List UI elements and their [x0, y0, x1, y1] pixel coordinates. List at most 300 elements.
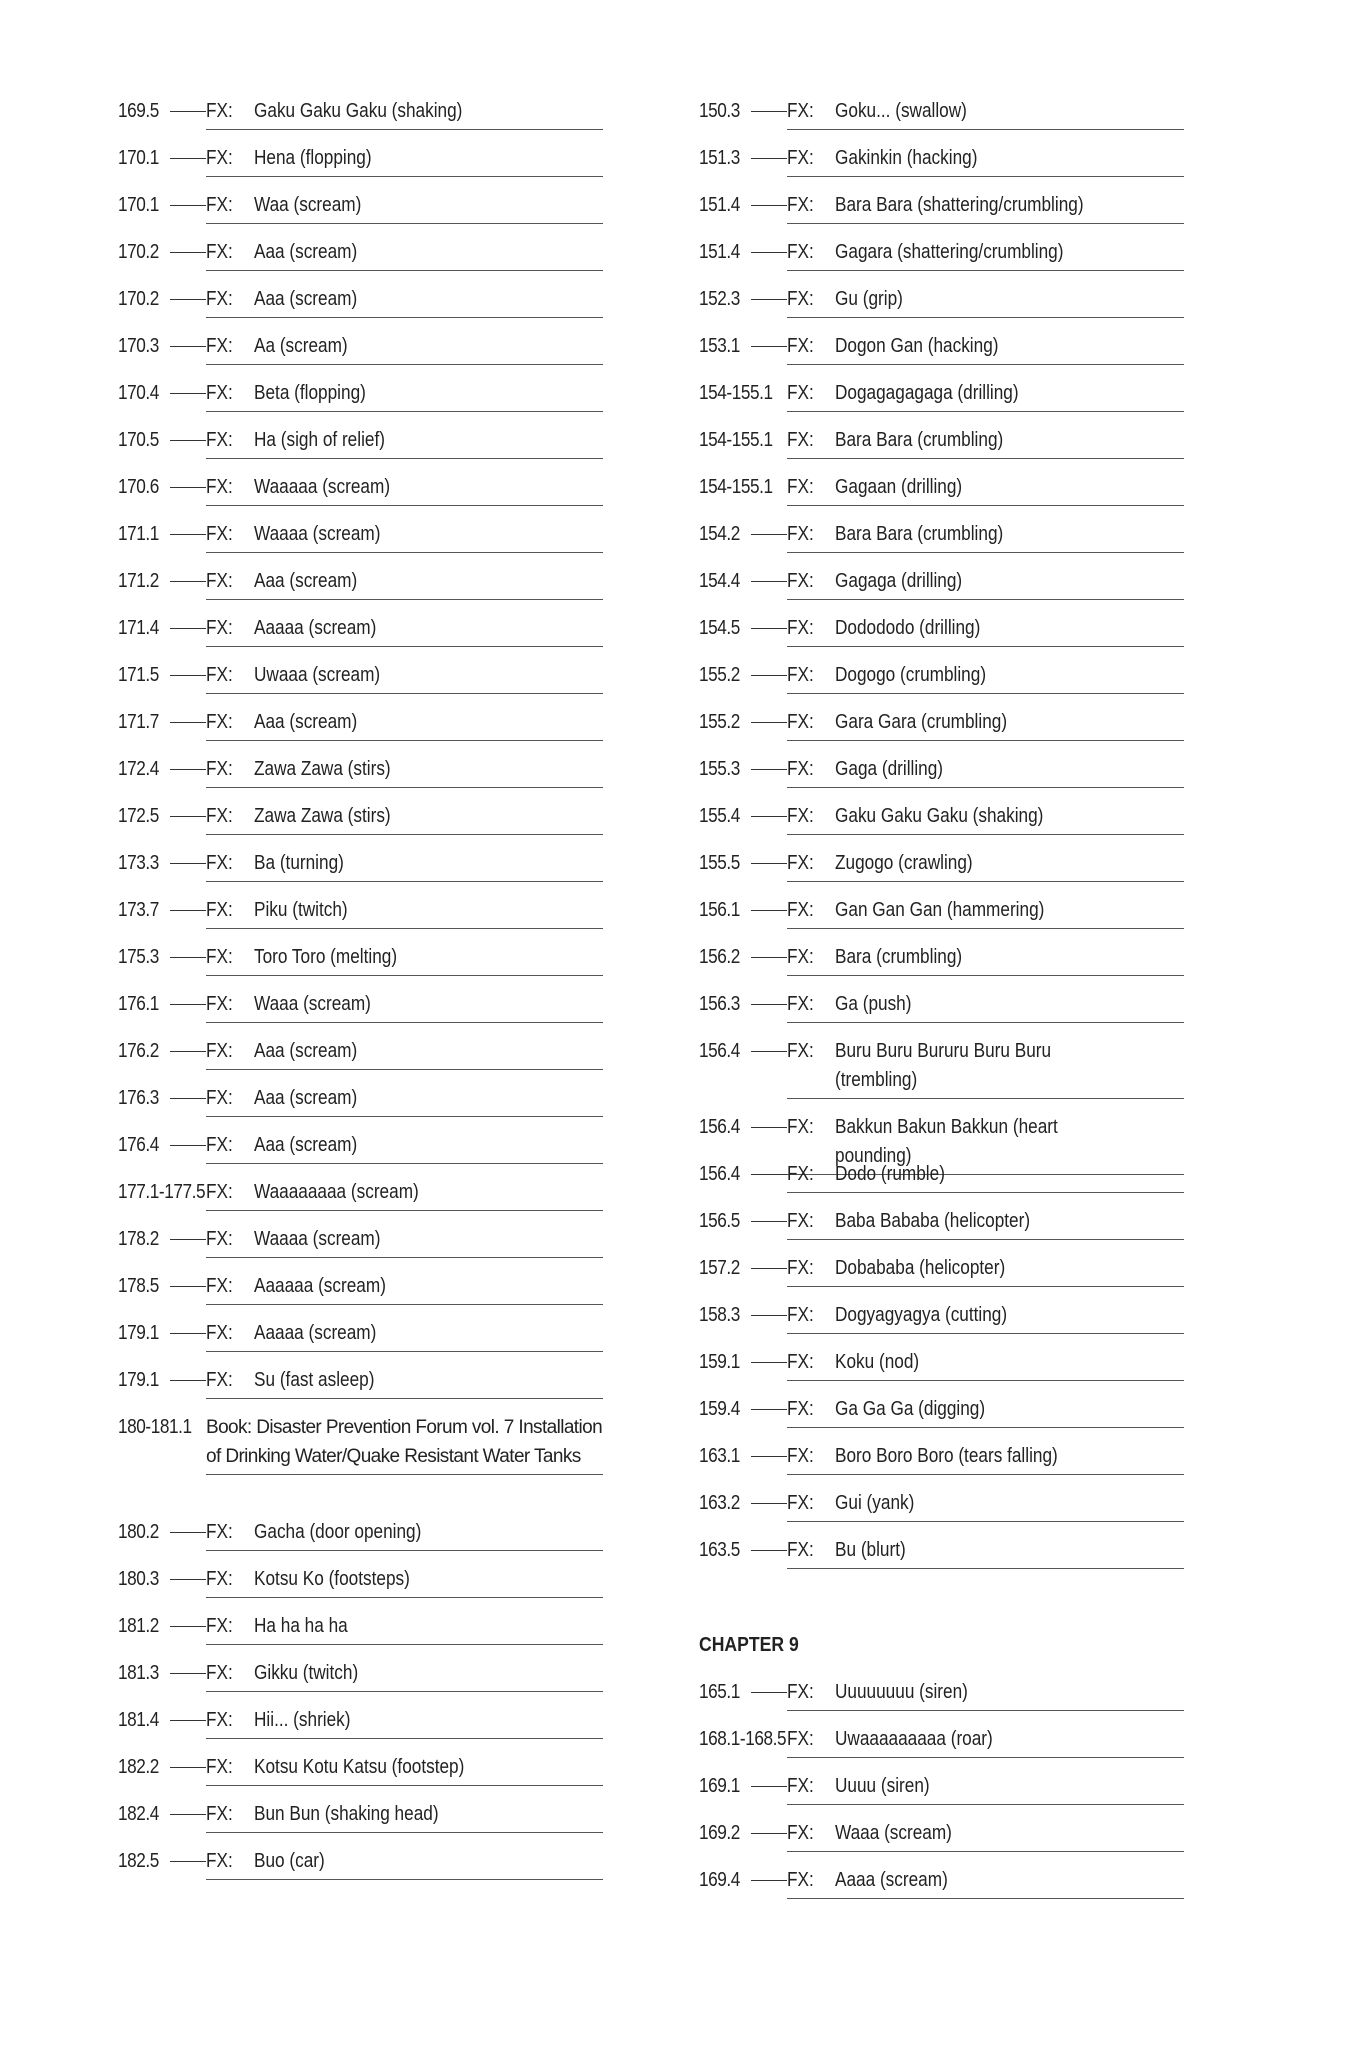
leader-dash — [170, 1579, 206, 1580]
ref-number: 182.2 — [118, 1756, 159, 1778]
entry-description: Koku (nod) — [835, 1351, 920, 1373]
leader-dash — [751, 910, 787, 911]
ref-number: 169.1 — [699, 1775, 740, 1797]
leader-dash — [170, 252, 206, 253]
entry-kind: FX: — [787, 429, 814, 451]
entry-kind: FX: — [787, 1163, 814, 1185]
entry-kind: FX: — [787, 100, 814, 122]
entry-description: Kotsu Ko (footsteps) — [254, 1568, 410, 1590]
leader-dash — [751, 158, 787, 159]
leader-dash — [751, 1692, 787, 1693]
entry-line — [206, 991, 603, 1023]
entry-line — [206, 1179, 603, 1211]
entry-line — [787, 662, 1184, 694]
entry-description: Gan Gan Gan (hammering) — [835, 899, 1045, 921]
leader-dash — [170, 1532, 206, 1533]
entry-kind: FX: — [206, 805, 233, 827]
leader-dash — [170, 346, 206, 347]
entry-kind: FX: — [206, 476, 233, 498]
entry-description: Gui (yank) — [835, 1492, 915, 1514]
entry-kind: FX: — [787, 1116, 814, 1138]
ref-number: 156.3 — [699, 993, 740, 1015]
entry-body — [699, 427, 1184, 459]
entry-description: Hii... (shriek) — [254, 1709, 351, 1731]
ref-number: 155.3 — [699, 758, 740, 780]
glossary-entry — [699, 192, 1184, 239]
entry-kind: FX: — [787, 288, 814, 310]
leader-dash — [170, 1861, 206, 1862]
entry-description: Bara Bara (crumbling) — [835, 523, 1004, 545]
entry-body — [699, 897, 1184, 929]
ref-number: 170.1 — [118, 147, 159, 169]
leader-dash — [170, 111, 206, 112]
entry-kind: FX: — [787, 1257, 814, 1279]
entry-line — [787, 1679, 1184, 1711]
entry-description: Buru Buru Bururu Buru Buru (trembling) — [835, 1040, 1052, 1091]
entry-line — [206, 145, 603, 177]
leader-dash — [170, 957, 206, 958]
entry-body — [118, 286, 603, 318]
entry-body — [118, 1226, 603, 1258]
entry-description: Dodododo (drilling) — [835, 617, 981, 639]
leader-dash — [751, 675, 787, 676]
glossary-entry — [699, 333, 1184, 380]
entry-kind: FX: — [206, 664, 233, 686]
glossary-entry — [699, 1867, 1184, 1914]
glossary-entry — [699, 991, 1184, 1038]
leader-dash — [170, 1720, 206, 1721]
leader-dash — [751, 581, 787, 582]
entry-description: Buo (car) — [254, 1850, 325, 1872]
entry-body — [699, 662, 1184, 694]
leader-dash — [170, 1239, 206, 1240]
entry-description: Gagaga (drilling) — [835, 570, 963, 592]
entry-description: Toro Toro (melting) — [254, 946, 398, 968]
ref-number: 157.2 — [699, 1257, 740, 1279]
entry-line — [206, 286, 603, 318]
entry-kind: FX: — [787, 1040, 814, 1062]
entry-description: Uwaaa (scream) — [254, 664, 381, 686]
glossary-entry — [699, 1443, 1184, 1490]
leader-dash — [751, 299, 787, 300]
entry-body — [118, 850, 603, 882]
entry-line — [206, 1754, 603, 1786]
ref-number: 156.4 — [699, 1116, 740, 1138]
entry-description: Aaa (scream) — [254, 1134, 358, 1156]
ref-number: 177.1-177.5 — [118, 1181, 206, 1203]
ref-number: 154.5 — [699, 617, 740, 639]
entry-line — [787, 1255, 1184, 1287]
leader-dash — [751, 628, 787, 629]
entry-body — [699, 1443, 1184, 1475]
entry-body — [118, 427, 603, 459]
glossary-entry — [699, 850, 1184, 897]
leader-dash — [751, 1004, 787, 1005]
ref-number: 176.3 — [118, 1087, 159, 1109]
entry-line — [206, 1613, 603, 1645]
entry-line — [787, 333, 1184, 365]
ref-number: 163.2 — [699, 1492, 740, 1514]
entry-description: Uuuu (siren) — [835, 1775, 930, 1797]
leader-dash — [751, 1550, 787, 1551]
glossary-entry — [118, 1085, 603, 1132]
ref-number: 180.3 — [118, 1568, 159, 1590]
glossary-entry — [699, 239, 1184, 286]
leader-dash — [751, 816, 787, 817]
glossary-entry — [118, 1848, 603, 1895]
entry-line — [206, 1848, 603, 1880]
glossary-entry — [118, 1801, 603, 1848]
entry-line — [206, 1519, 603, 1551]
entry-kind: FX: — [787, 852, 814, 874]
entry-line — [206, 380, 603, 412]
entry-kind: FX: — [206, 1850, 233, 1872]
ref-number: 156.2 — [699, 946, 740, 968]
entry-body — [699, 1490, 1184, 1522]
entry-line — [787, 1208, 1184, 1240]
ref-number: 159.1 — [699, 1351, 740, 1373]
entry-line — [787, 709, 1184, 741]
entry-description: Goku... (swallow) — [835, 100, 967, 122]
entry-description: Waaaaa (scream) — [254, 476, 391, 498]
entry-body — [118, 1273, 603, 1305]
entry-body — [118, 1414, 603, 1475]
entry-body — [699, 145, 1184, 177]
entry-description: Bara (crumbling) — [835, 946, 963, 968]
entry-kind: FX: — [787, 899, 814, 921]
entry-line — [206, 568, 603, 600]
entry-description: Gakinkin (hacking) — [835, 147, 978, 169]
entry-kind: FX: — [206, 1568, 233, 1590]
entry-body — [118, 615, 603, 647]
entry-description: Piku (twitch) — [254, 899, 348, 921]
ref-number: 169.4 — [699, 1869, 740, 1891]
entry-line — [787, 1302, 1184, 1334]
ref-number: 170.2 — [118, 288, 159, 310]
entry-body — [118, 192, 603, 224]
leader-dash — [170, 1145, 206, 1146]
glossary-entry — [699, 1208, 1184, 1255]
chapter-entries — [699, 1679, 1184, 1914]
entry-description: Waaaa (scream) — [254, 1228, 381, 1250]
entry-description: Ga (push) — [835, 993, 912, 1015]
entry-line — [787, 474, 1184, 506]
entry-kind: FX: — [787, 1681, 814, 1703]
leader-dash — [170, 393, 206, 394]
leader-dash — [170, 1286, 206, 1287]
ref-number: 154-155.1 — [699, 382, 773, 404]
entry-body — [118, 756, 603, 788]
ref-number: 159.4 — [699, 1398, 740, 1420]
ref-number: 178.5 — [118, 1275, 159, 1297]
entry-description: Dogogo (crumbling) — [835, 664, 987, 686]
entry-kind: FX: — [787, 523, 814, 545]
entry-line — [206, 944, 603, 976]
leader-dash — [751, 769, 787, 770]
entry-line — [206, 1273, 603, 1305]
glossary-entry — [118, 380, 603, 427]
entry-description: Dogon Gan (hacking) — [835, 335, 999, 357]
entry-line — [206, 1132, 603, 1164]
entry-line — [787, 1867, 1184, 1899]
entry-body — [699, 1255, 1184, 1287]
entry-line — [206, 192, 603, 224]
entry-description: Bun Bun (shaking head) — [254, 1803, 439, 1825]
entry-body — [118, 1848, 603, 1880]
glossary-entry — [699, 1773, 1184, 1820]
entry-kind: FX: — [787, 241, 814, 263]
ref-number: 156.4 — [699, 1040, 740, 1062]
entry-description: Zawa Zawa (stirs) — [254, 758, 391, 780]
entry-body — [699, 1396, 1184, 1428]
glossary-entry — [118, 615, 603, 662]
entry-description: Waaa (scream) — [835, 1822, 952, 1844]
entry-body — [699, 803, 1184, 835]
entry-line — [206, 1707, 603, 1739]
entry-description: Dodo (rumble) — [835, 1163, 945, 1185]
glossary-entry — [118, 145, 603, 192]
glossary-entry — [699, 897, 1184, 944]
entry-description: Ba (turning) — [254, 852, 344, 874]
entry-kind: FX: — [787, 1210, 814, 1232]
glossary-entry — [699, 380, 1184, 427]
entry-body — [118, 333, 603, 365]
glossary-entry — [699, 286, 1184, 333]
entry-kind: FX: — [787, 1445, 814, 1467]
entry-body — [118, 1367, 603, 1399]
glossary-entry — [118, 1707, 603, 1754]
leader-dash — [170, 863, 206, 864]
entry-kind: FX: — [787, 1351, 814, 1373]
entry-body — [118, 1801, 603, 1833]
entry-line — [787, 1537, 1184, 1569]
entry-body — [699, 756, 1184, 788]
entry-kind: FX: — [787, 993, 814, 1015]
right-column — [699, 98, 1184, 1914]
glossary-entry — [699, 615, 1184, 662]
entry-body — [118, 944, 603, 976]
entry-kind: FX: — [787, 1775, 814, 1797]
ref-number: 151.3 — [699, 147, 740, 169]
ref-number: 172.5 — [118, 805, 159, 827]
glossary-entry — [118, 1613, 603, 1660]
entry-kind: FX: — [206, 523, 233, 545]
entry-body — [699, 1349, 1184, 1381]
entry-kind: FX: — [787, 664, 814, 686]
entry-body — [699, 944, 1184, 976]
glossary-entry — [118, 333, 603, 380]
leader-dash — [751, 534, 787, 535]
entry-kind: FX: — [206, 288, 233, 310]
glossary-entry — [699, 1490, 1184, 1537]
glossary-entry — [699, 1255, 1184, 1302]
leader-dash — [751, 1409, 787, 1410]
entry-body — [118, 1132, 603, 1164]
entry-kind: FX: — [206, 1521, 233, 1543]
entry-kind: FX: — [206, 946, 233, 968]
entry-body — [699, 239, 1184, 271]
entry-description: Gagara (shattering/crumbling) — [835, 241, 1064, 263]
leader-dash — [751, 205, 787, 206]
entry-kind: FX: — [206, 758, 233, 780]
entry-kind: FX: — [787, 1822, 814, 1844]
entry-kind: FX: — [206, 1040, 233, 1062]
glossary-entry — [699, 1114, 1184, 1167]
entry-line — [787, 568, 1184, 600]
entry-body — [699, 1867, 1184, 1899]
entry-body — [118, 239, 603, 271]
entry-line — [206, 709, 603, 741]
entry-kind: FX: — [787, 617, 814, 639]
entry-kind: FX: — [206, 194, 233, 216]
entry-kind: FX: — [206, 711, 233, 733]
leader-dash — [751, 1221, 787, 1222]
ref-number: 179.1 — [118, 1369, 159, 1391]
ref-number: 154-155.1 — [699, 476, 773, 498]
entry-body — [118, 991, 603, 1023]
entry-line — [206, 427, 603, 459]
entry-kind: FX: — [787, 1869, 814, 1891]
entry-description: Dogyagyagya (cutting) — [835, 1304, 1008, 1326]
entry-body — [699, 286, 1184, 318]
glossary-entry — [699, 756, 1184, 803]
leader-dash — [751, 111, 787, 112]
entry-line — [787, 239, 1184, 271]
entry-line — [787, 145, 1184, 177]
entry-description: Dogagagagaga (drilling) — [835, 382, 1019, 404]
ref-number: 176.2 — [118, 1040, 159, 1062]
entry-description: Zugogo (crawling) — [835, 852, 973, 874]
entry-line — [787, 850, 1184, 882]
entry-line — [206, 615, 603, 647]
entry-description: Aaaaaa (scream) — [254, 1275, 386, 1297]
glossary-entry — [699, 1038, 1184, 1114]
entry-description: Dobababa (helicopter) — [835, 1257, 1006, 1279]
entry-line — [787, 427, 1184, 459]
ref-number: 179.1 — [118, 1322, 159, 1344]
entry-body — [118, 380, 603, 412]
ref-number: 173.3 — [118, 852, 159, 874]
leader-dash — [170, 722, 206, 723]
entry-kind: FX: — [787, 570, 814, 592]
ref-number: 171.7 — [118, 711, 159, 733]
glossary-entry — [118, 756, 603, 803]
glossary-entry — [118, 1660, 603, 1707]
ref-number: 156.5 — [699, 1210, 740, 1232]
entry-kind: FX: — [206, 899, 233, 921]
entry-kind: FX: — [206, 1662, 233, 1684]
entry-kind: FX: — [206, 100, 233, 122]
entry-description: Gaga (drilling) — [835, 758, 944, 780]
leader-dash — [170, 910, 206, 911]
ref-number: 158.3 — [699, 1304, 740, 1326]
entry-description: Ga Ga Ga (digging) — [835, 1398, 986, 1420]
entry-kind: FX: — [206, 570, 233, 592]
leader-dash — [751, 1174, 787, 1175]
entry-description: Su (fast asleep) — [254, 1369, 375, 1391]
entry-kind: FX: — [206, 993, 233, 1015]
entry-kind: FX: — [787, 805, 814, 827]
left-column — [118, 98, 603, 1895]
ref-number: 165.1 — [699, 1681, 740, 1703]
entry-line — [206, 662, 603, 694]
ref-number: 180-181.1 — [118, 1416, 192, 1438]
entry-body — [118, 709, 603, 741]
ref-number: 155.2 — [699, 711, 740, 733]
entry-body — [118, 1320, 603, 1352]
entry-description: Gara Gara (crumbling) — [835, 711, 1008, 733]
entry-description: Aaa (scream) — [254, 570, 358, 592]
entry-line — [787, 286, 1184, 318]
ref-number: 170.4 — [118, 382, 159, 404]
entry-description: Bara Bara (crumbling) — [835, 429, 1004, 451]
leader-dash — [170, 1051, 206, 1052]
entry-kind: FX: — [206, 1369, 233, 1391]
leader-dash — [170, 581, 206, 582]
ref-number: 163.5 — [699, 1539, 740, 1561]
entry-line — [206, 1660, 603, 1692]
glossary-entry — [699, 944, 1184, 991]
glossary-entry — [699, 662, 1184, 709]
entry-kind: FX: — [206, 1615, 233, 1637]
entry-kind: FX: — [206, 1087, 233, 1109]
glossary-entry — [118, 850, 603, 897]
entry-line — [206, 98, 603, 130]
ref-number: 150.3 — [699, 100, 740, 122]
entry-body — [699, 1208, 1184, 1240]
entry-description: Waaa (scream) — [254, 993, 371, 1015]
ref-number: 175.3 — [118, 946, 159, 968]
leader-dash — [170, 628, 206, 629]
leader-dash — [170, 1098, 206, 1099]
entry-body — [699, 568, 1184, 600]
glossary-entry — [118, 944, 603, 991]
entry-body — [699, 991, 1184, 1023]
entry-description: Book: Disaster Prevention Forum vol. 7 Installation of Drinking Water/Quake Resistant Water Tanks — [206, 1417, 603, 1467]
leader-dash — [751, 1051, 787, 1052]
glossary-entry — [118, 1132, 603, 1179]
entry-line — [787, 991, 1184, 1023]
entry-line — [787, 192, 1184, 224]
entry-description: Boro Boro Boro (tears falling) — [835, 1445, 1058, 1467]
leader-dash — [170, 440, 206, 441]
leader-dash — [751, 1880, 787, 1881]
ref-number: 181.3 — [118, 1662, 159, 1684]
chapter-spacer — [699, 1584, 1184, 1632]
entry-description: Waaaa (scream) — [254, 523, 381, 545]
ref-number: 170.2 — [118, 241, 159, 263]
glossary-entry — [118, 286, 603, 333]
leader-dash — [170, 487, 206, 488]
ref-number: 171.4 — [118, 617, 159, 639]
entry-body — [118, 568, 603, 600]
glossary-entry — [699, 1679, 1184, 1726]
entry-kind: FX: — [206, 1709, 233, 1731]
entry-description: Aaaaa (scream) — [254, 1322, 377, 1344]
entry-body — [699, 1161, 1184, 1193]
ref-number: 163.1 — [699, 1445, 740, 1467]
entry-line — [787, 1443, 1184, 1475]
glossary-entry — [699, 1820, 1184, 1867]
right-entries — [699, 98, 1184, 1584]
glossary-entry — [118, 1566, 603, 1613]
entry-line — [787, 98, 1184, 130]
entry-line — [206, 1085, 603, 1117]
entry-body — [118, 897, 603, 929]
entry-line — [206, 521, 603, 553]
entry-description: Baba Bababa (helicopter) — [835, 1210, 1031, 1232]
glossary-entry — [699, 1726, 1184, 1773]
